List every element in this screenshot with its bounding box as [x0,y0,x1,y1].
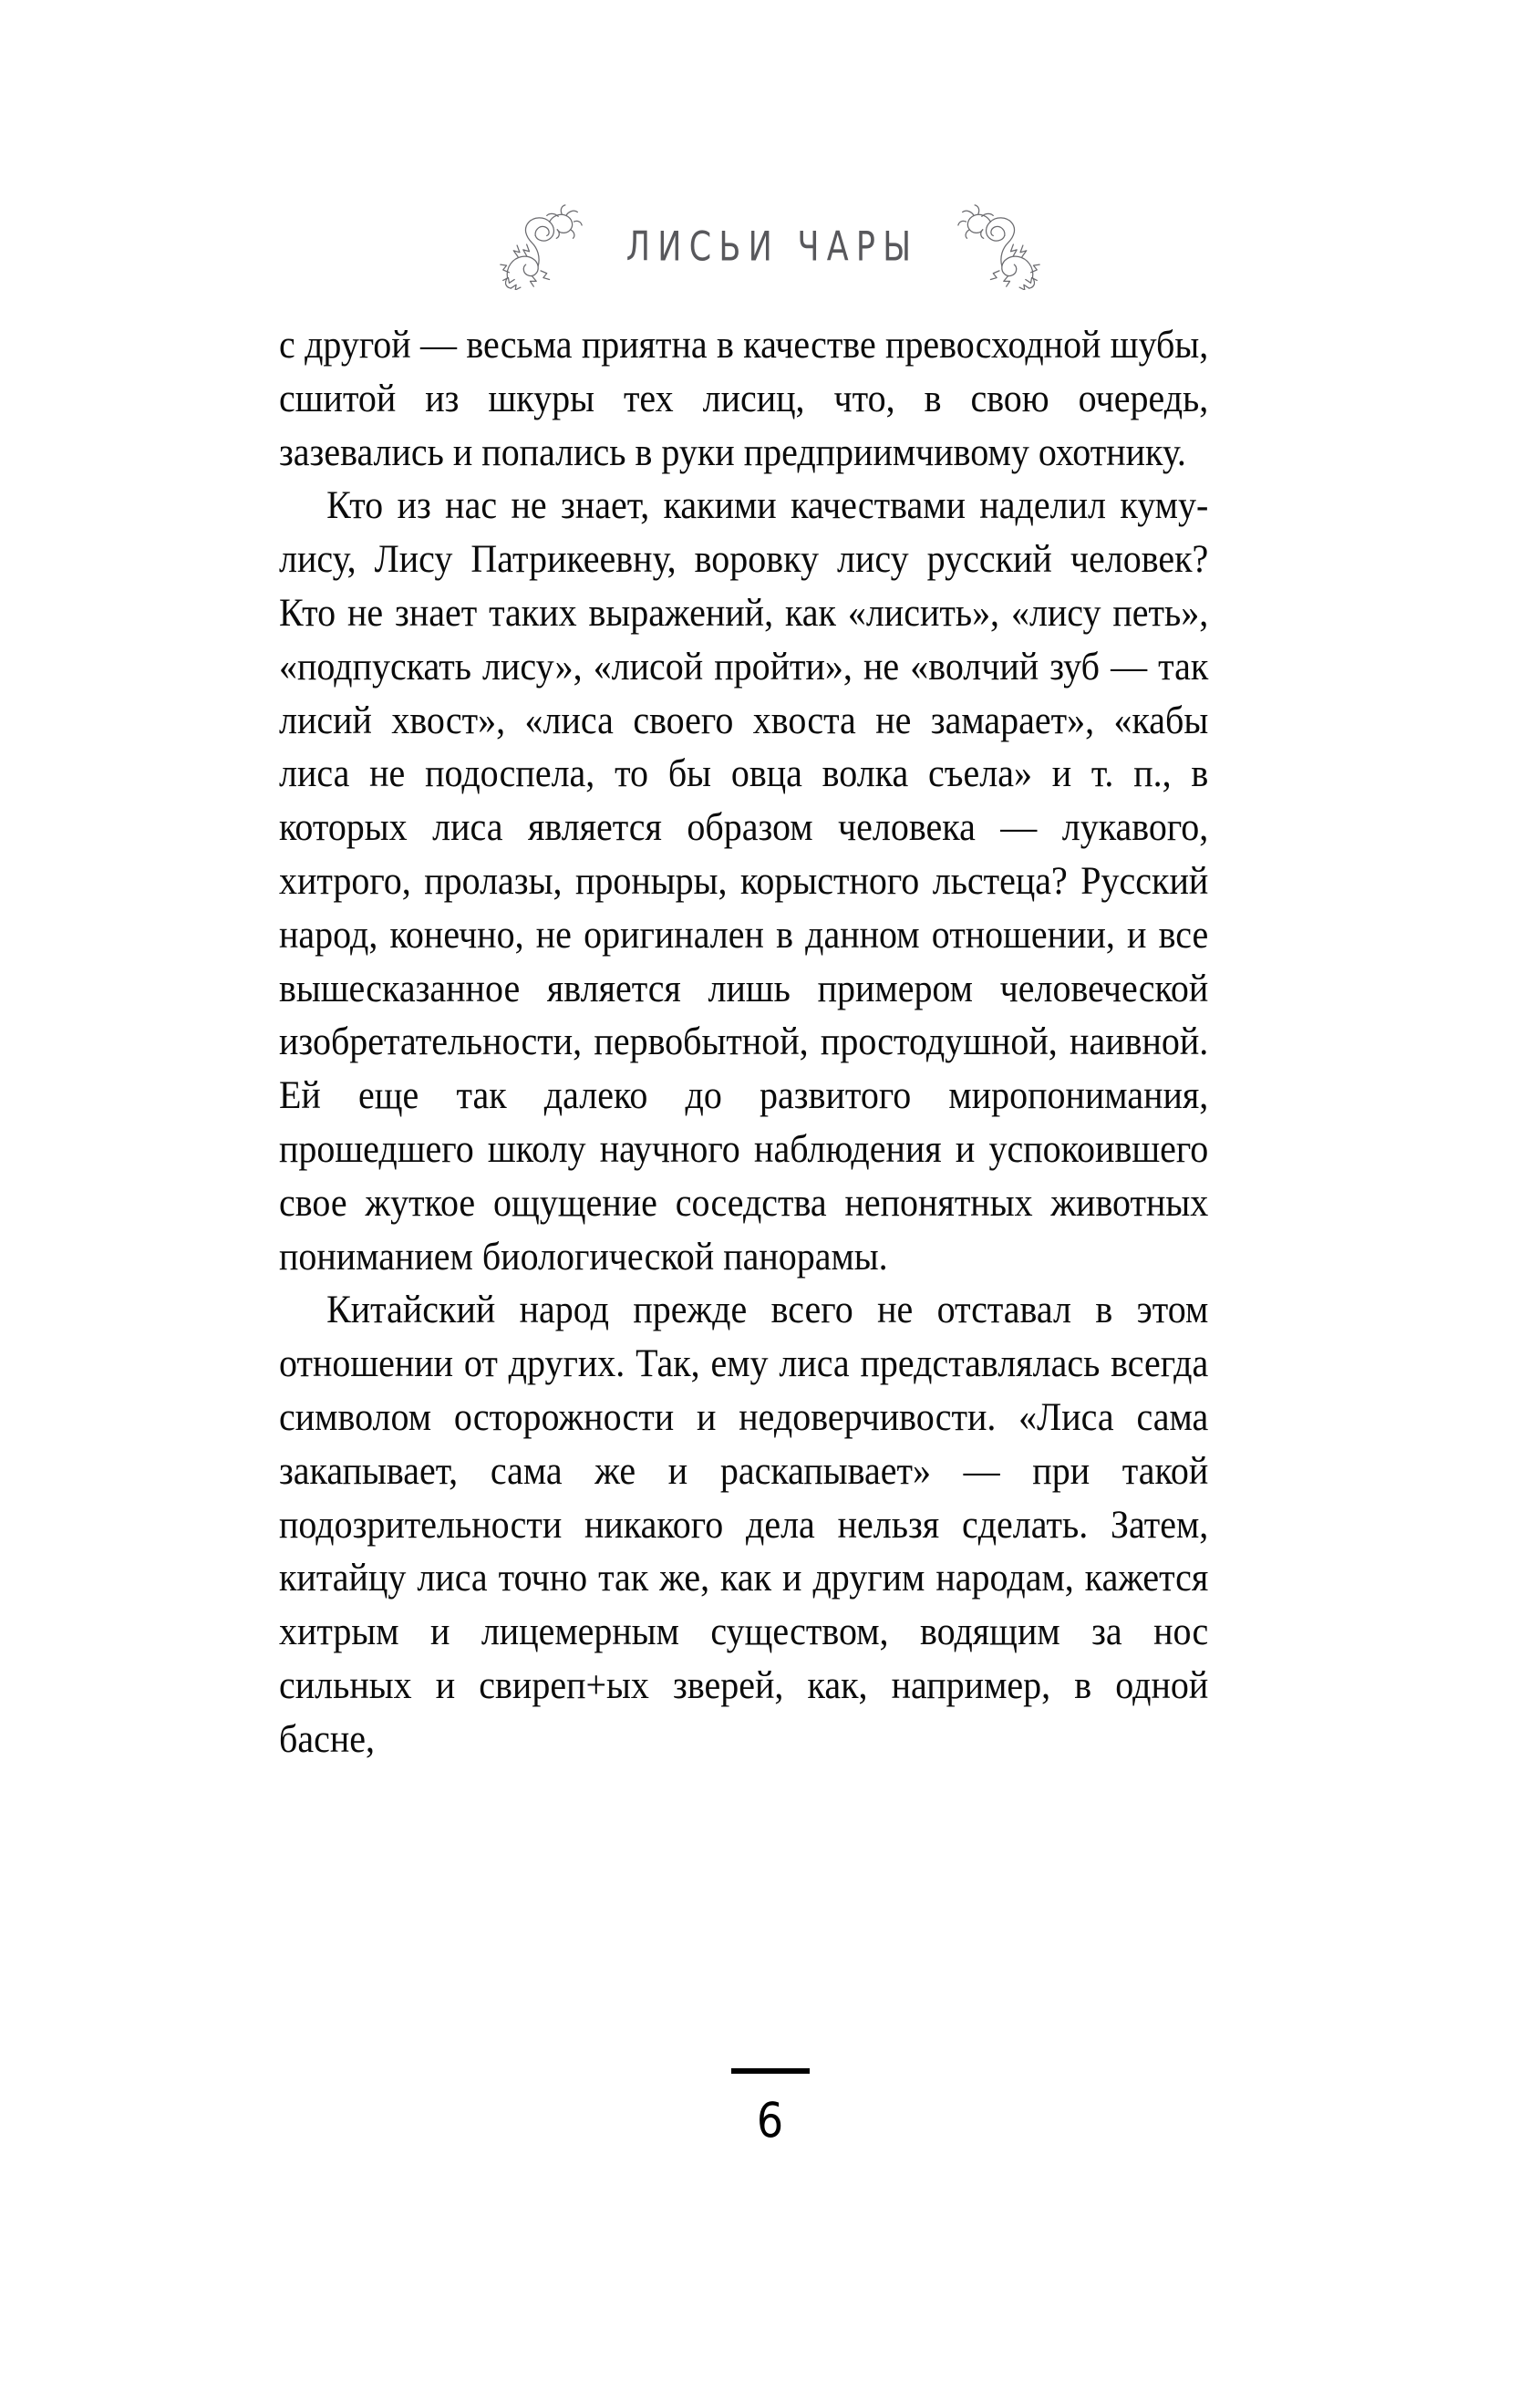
page-footer [0,2068,1540,2149]
running-header-title: ЛИСЬИ ЧАРЫ [625,223,919,270]
folio-rule [731,2068,810,2074]
page-body-text [279,319,1208,1767]
paragraph-chinese-people: Китайский народ прежде всего не отставал в этом отношении от других. Так, ему лиса представлялась всегда символом осторожности и недоверчивости. «Лиса сама закапывает, сама же и раскапывает» — при такой подозрительности никакого дела нельзя сделать. Затем, китайцу лиса точно так же, как и другим народам, кажется хитрым и лицемерным существом, водящим за нос сильных и свиреп+ых зверей, как, например, в одной басне, [279,1289,1209,1761]
paragraph-continuation: с другой — весьма приятна в качестве превосходной шубы, сшитой из шкуры тех лисиц, что, в свою очередь, зазевались и попались в руки предприимчивому охотнику. [279,324,1209,474]
page-number: 6 [756,2091,784,2149]
paragraph-russian-folklore: Кто из нас не знает, какими качествами наделил куму-лису, Лису Патрикеевну, воровку лису русский человек? Кто не знает таких выражений, как «лисить», «лису петь», «подпускать лису», «лисой пройти», не «волчий зуб — так лисий хвост», «лиса своего хвоста не замарает», «кабы лиса не подоспела, то бы овца волка съела» и т. п., в которых лиса является образом человека — лукавого, хитрого, пролазы, проныры, корыстного льстеца? Русский народ, конечно, не оригинален в данном отношении, и все вышесказанное является лишь примером человеческой изобретательности, первобытной, простодушной, наивной. Ей еще так далеко до развитого миропонимания, прошедшего школу научного наблюдения и успокоившего свое жуткое ощущение соседства непонятных животных пониманием биологической панорамы. [279,484,1209,1279]
running-header [0,202,1540,290]
dragon-ornament-right-icon [956,202,1043,290]
dragon-ornament-left-icon [497,202,584,290]
